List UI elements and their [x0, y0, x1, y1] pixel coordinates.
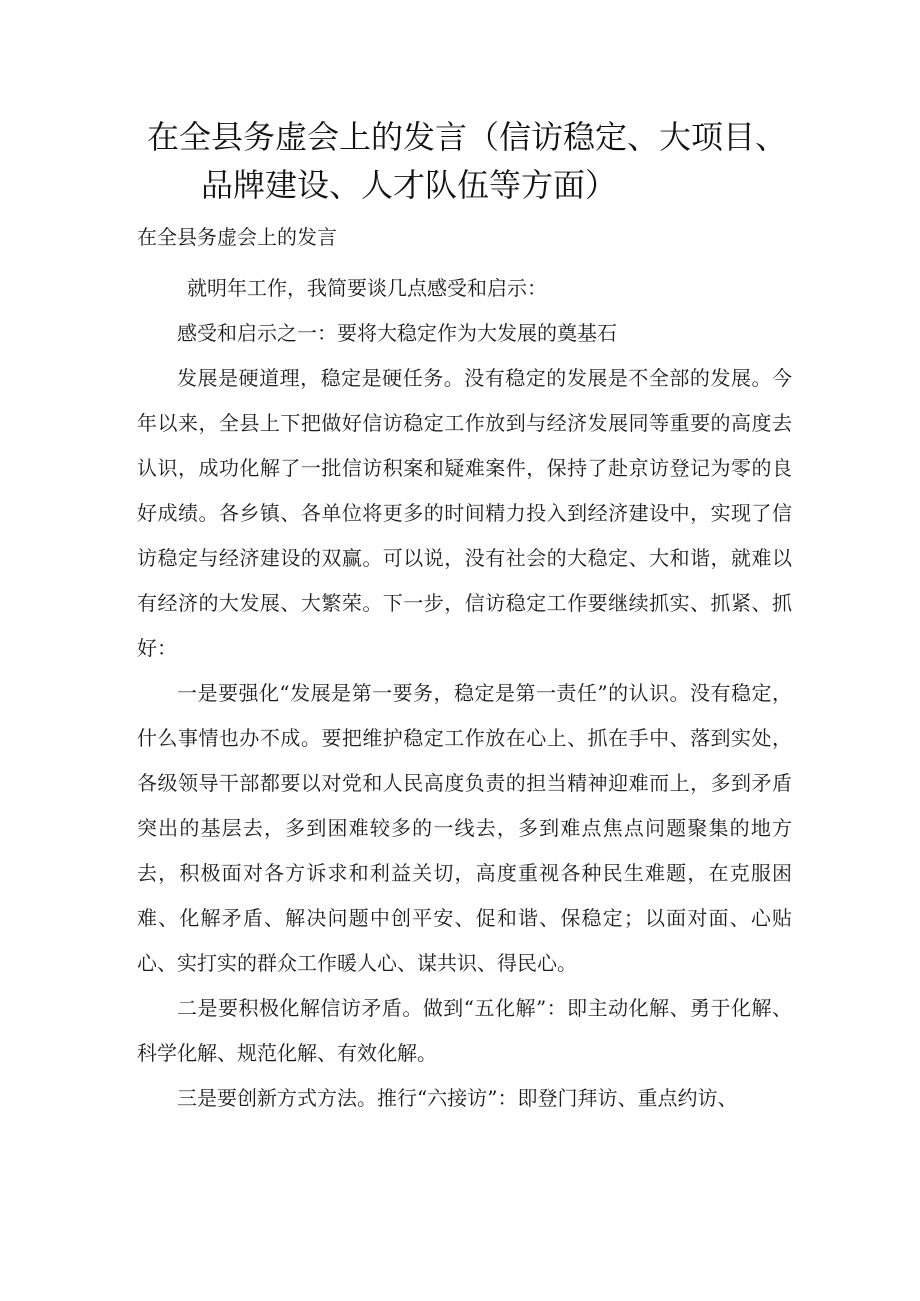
paragraph-point-1: 一是要强化“发展是第一要务，稳定是第一责任”的认识。没有稳定，什么事情也办不成。要把维护稳定工作放在心上、抓在手中、落到实处，各级领导干部都要以对党和人民高度负责的担当精神迎难而上，多到矛盾突出的基层去，多到困难较多的一线去，多到难点焦点问题聚集的地方去，积极面对各方诉求和利益关切，高度重视各种民生难题，在克服困难、化解矛盾、解决问题中创平安、促和谐、保稳定；以面对面、心贴心、实打实的群众工作暖人心、谋共识、得民心。 — [137, 681, 792, 975]
title-line-2: 品牌建设、人才队伍等方面） — [201, 166, 618, 204]
document-body — [137, 266, 792, 1121]
paragraph-stability: 发展是硬道理，稳定是硬任务。没有稳定的发展是不全部的发展。今年以来，全县上下把做好信访稳定工作放到与经济发展同等重要的高度去认识，成功化解了一批信访积案和疑难案件，保持了赴京访登记为零的良好成绩。各乡镇、各单位将更多的时间精力投入到经济建设中，实现了信访稳定与经济建设的双赢。可以说，没有社会的大稳定、大和谐，就难以有经济的大发展、大繁荣。下一步，信访稳定工作要继续抓实、抓紧、抓好： — [137, 366, 792, 660]
paragraph-heading-1: 感受和启示之一：要将大稳定作为大发展的奠基石 — [177, 321, 617, 345]
paragraph-intro: 就明年工作，我简要谈几点感受和启示： — [187, 276, 547, 300]
document-subtitle: 在全县务虚会上的发言 — [137, 225, 337, 249]
paragraph-point-3: 三是要创新方式方法。推行“六接访”：即登门拜访、重点约访、 — [177, 1086, 738, 1110]
title-line-1: 在全县务虚会上的发言（信访稳定、大项目、 — [147, 118, 788, 156]
paragraph-point-2: 二是要积极化解信访矛盾。做到“五化解”：即主动化解、勇于化解、科学化解、规范化解、有效化解。 — [137, 996, 792, 1065]
